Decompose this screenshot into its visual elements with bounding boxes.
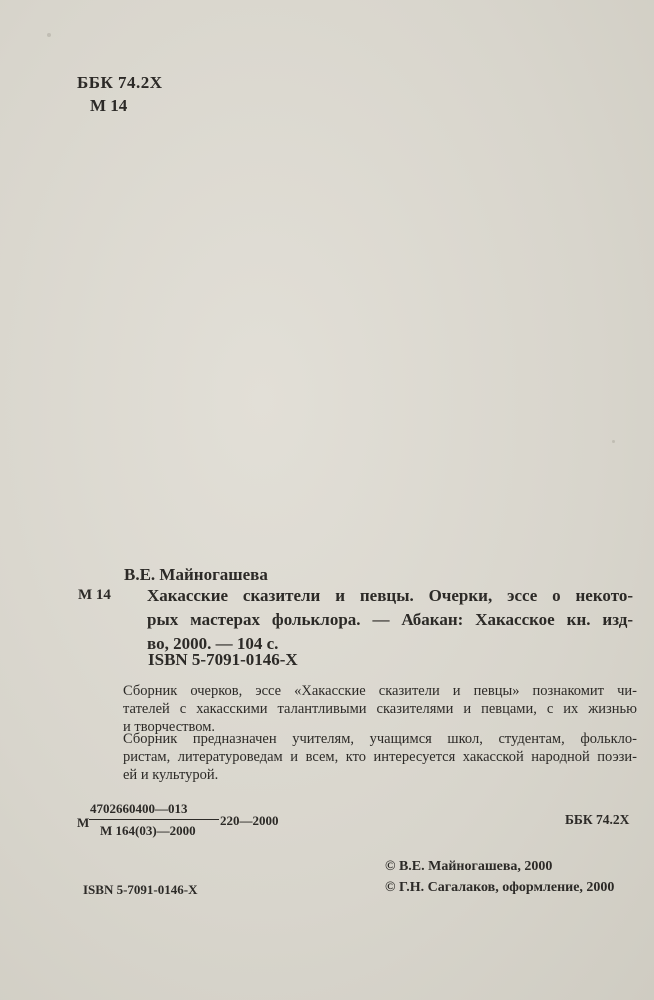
imprint-suffix: 220—2000 (220, 813, 279, 828)
author-code-top: М 14 (90, 96, 128, 115)
imprint-denominator: М 164(03)—2000 (100, 823, 196, 838)
fraction-divider (89, 819, 219, 820)
annotation-line: ей и культурой. (123, 767, 219, 783)
bibliographic-title (147, 584, 633, 656)
bbk-code-top: ББК 74.2Х (77, 73, 163, 92)
annotation-line: Сборник очерков, эссе «Хакасские сказители и певцы» познакомит чи- (123, 683, 637, 699)
paper-speck (47, 33, 51, 37)
author-name: В.Е. Майногашева (124, 565, 268, 584)
isbn-main: ISBN 5-7091-0146-Х (148, 650, 298, 669)
copyright-design: © Г.Н. Сагалаков, оформление, 2000 (385, 880, 615, 895)
annotation-paragraph-2 (123, 730, 637, 784)
copyright-author: © В.Е. Майногашева, 2000 (385, 859, 553, 874)
bbk-code-bottom: ББК 74.2Х (565, 812, 630, 827)
annotation-line: ристам, литературоведам и всем, кто интересуется хакасской народной поэзи- (123, 749, 637, 765)
annotation-line: Сборник предназначен учителям, учащимся школ, студентам, фолькло- (123, 731, 637, 747)
imprint-numerator: 4702660400—013 (90, 801, 188, 816)
title-line: Хакасские сказители и певцы. Очерки, эссе о некото- (147, 586, 633, 605)
title-line: рых мастерах фольклора. — Абакан: Хакасское кн. изд- (147, 610, 633, 629)
annotation-line: тателей с хакасскими талантливыми сказителями и певцами, с их жизнью (123, 701, 637, 717)
author-code: М 14 (78, 587, 111, 603)
annotation-paragraph-1 (123, 682, 637, 736)
title-line: во, 2000. — 104 с. (147, 634, 279, 653)
paper-speck (612, 440, 615, 443)
annotation-line: и творчеством. (123, 719, 215, 735)
imprint-prefix: М (77, 815, 90, 830)
isbn-bottom: ISBN 5-7091-0146-Х (83, 882, 198, 897)
